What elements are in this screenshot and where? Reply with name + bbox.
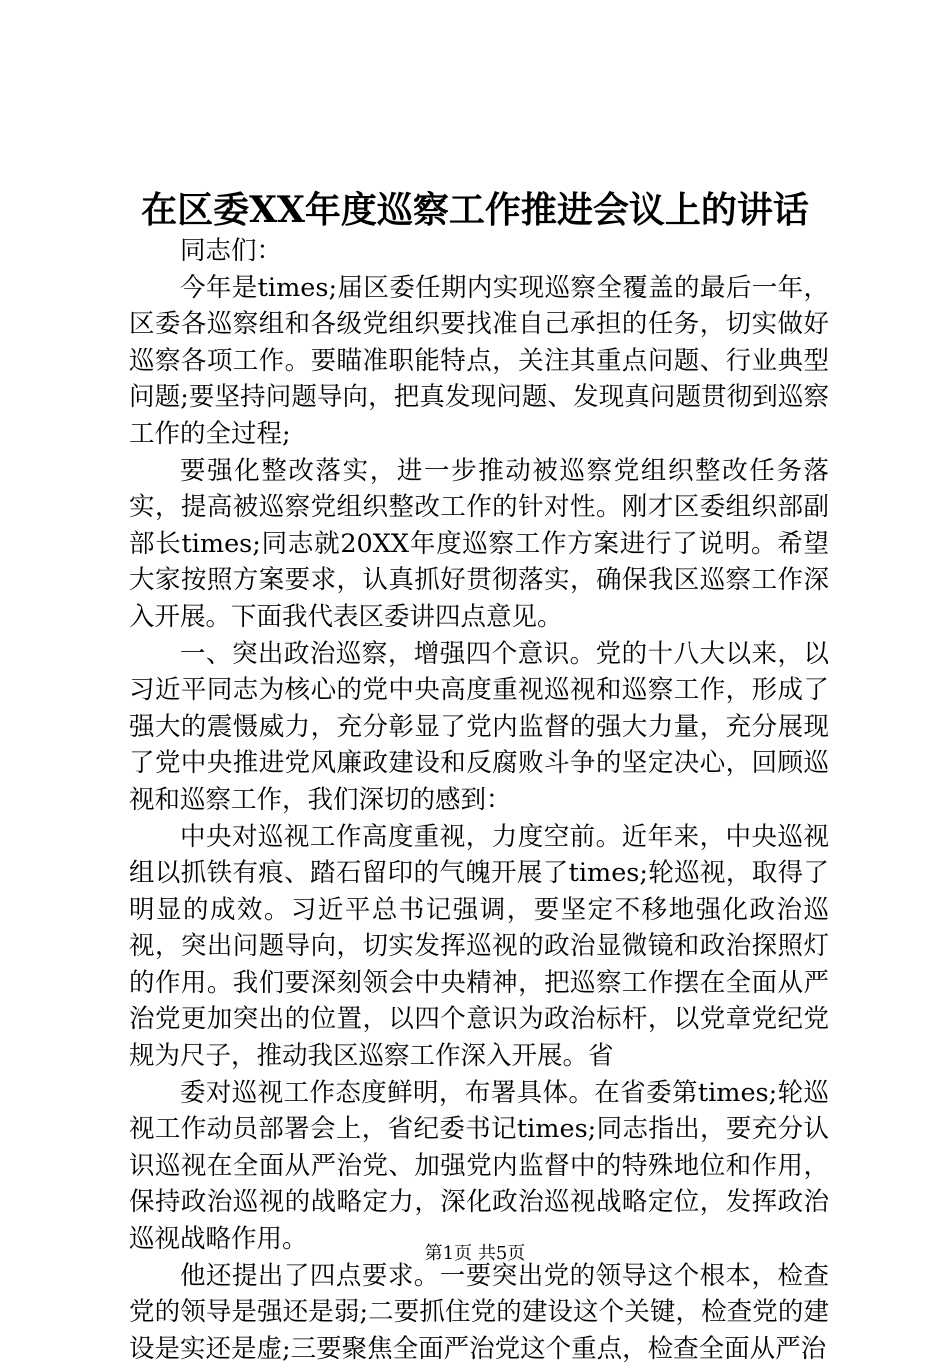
page-number-footer: 第1页 共5页 bbox=[424, 1243, 526, 1264]
paragraph: 一、突出政治巡察，增强四个意识。党的十八大以来，以习近平同志为核心的党中央高度重视巡视和巡察工作，形成了强大的震慑威力，充分彰显了党内监督的强大力量，充分展现了党中央推进党风廉政建设和反腐败斗争的坚定决心，回顾巡视和巡察工作，我们深切的感到： bbox=[129, 638, 829, 815]
paragraph: 今年是times;届区委任期内实现巡察全覆盖的最后一年，区委各巡察组和各级党组织要找准自己承担的任务，切实做好巡察各项工作。要瞄准职能特点，关注其重点问题、行业典型问题;要坚持问题导向，把真发现问题、发现真问题贯彻到巡察工作的全过程; bbox=[129, 272, 829, 449]
document-title: 在区委XX年度巡察工作推进会议上的讲话 bbox=[141, 189, 809, 231]
paragraph: 他还提出了四点要求。一要突出党的领导这个根本，检查党的领导是强还是弱;二要抓住党的建设这个关键，检查党的建设是实还是虚;三要聚焦全面严治党这个重点，检查全面从严治 bbox=[129, 1260, 829, 1364]
paragraph: 中央对巡视工作高度重视，力度空前。近年来，中央巡视组以抓铁有痕、踏石留印的气魄开展了times;轮巡视，取得了明显的成效。习近平总书记强调，要坚定不移地强化政治巡视，突出问题导向，切实发挥巡视的政治显微镜和政治探照灯的作用。我们要深刻领会中央精神，把巡察工作摆在全面从严治党更加突出的位置，以四个意识为政治标杆，以党章党纪党规为尺子，推动我区巡察工作深入开展。省 bbox=[129, 821, 829, 1072]
document-body bbox=[129, 233, 829, 1367]
paragraph-salutation: 同志们： bbox=[180, 236, 283, 266]
paragraph: 委对巡视工作态度鲜明，布署具体。在省委第times;轮巡视工作动员部署会上，省纪委书记times;同志指出，要充分认识巡视在全面从严治党、加强党内监督中的特殊地位和作用，保持政治巡视的战略定力，深化政治巡视战略定位，发挥政治巡视战略作用。 bbox=[129, 1077, 829, 1255]
paragraph: 要强化整改落实，进一步推动被巡察党组织整改任务落实，提高被巡察党组织整改工作的针对性。刚才区委组织部副部长times;同志就20XX年度巡察工作方案进行了说明。希望大家按照方案要求，认真抓好贯彻落实，确保我区巡察工作深入开展。下面我代表区委讲四点意见。 bbox=[129, 455, 829, 632]
